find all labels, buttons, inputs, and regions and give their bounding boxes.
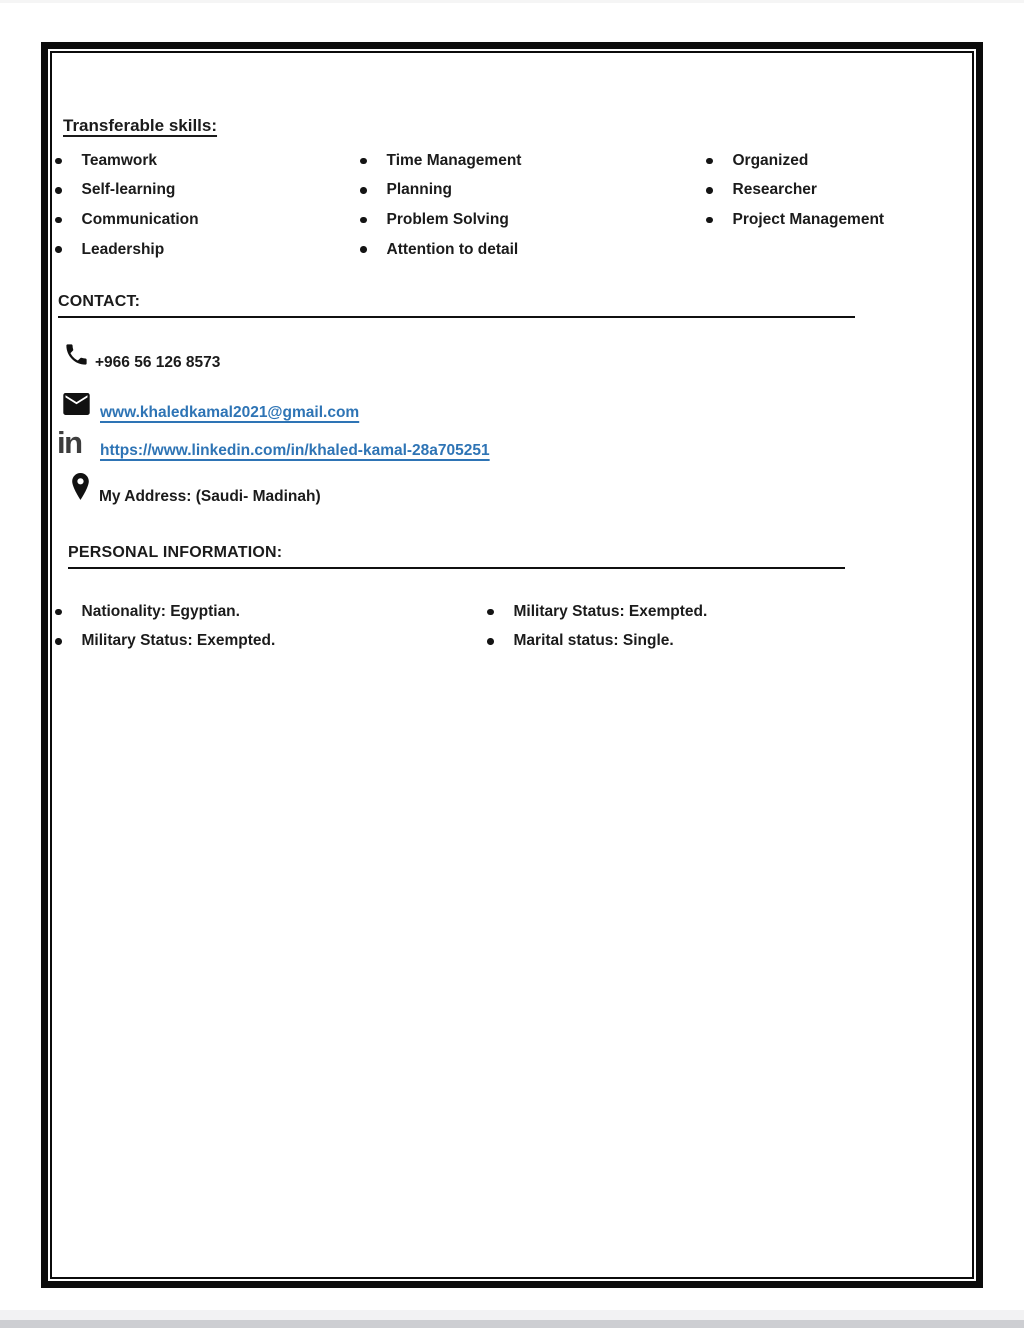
bullet-icon: [360, 158, 367, 165]
skill-item: Project Management: [706, 205, 884, 235]
skills-column-3: [706, 146, 884, 235]
personal-item: Nationality: Egyptian.: [55, 597, 275, 627]
personal-item: Military Status: Exempted.: [487, 597, 707, 627]
personal-section-title: PERSONAL INFORMATION:: [68, 544, 845, 569]
address-text: My Address: (Saudi- Madinah): [99, 488, 321, 505]
skill-item: Leadership: [55, 235, 199, 265]
linkedin-icon: in: [57, 425, 82, 460]
bullet-icon: [360, 246, 367, 253]
bullet-icon: [360, 217, 367, 224]
screenshot-bottom-light-strip: [0, 1310, 1024, 1320]
skill-item: Problem Solving: [360, 205, 521, 235]
bullet-icon: [487, 609, 494, 616]
skill-item: Attention to detail: [360, 235, 521, 265]
screenshot-top-edge: [0, 0, 1024, 3]
skill-item: Communication: [55, 205, 199, 235]
bullet-icon: [55, 609, 62, 616]
bullet-icon: [55, 638, 62, 645]
skills-section-title: Transferable skills:: [63, 116, 218, 135]
skill-item: Planning: [360, 176, 521, 206]
contact-section-title: CONTACT:: [58, 293, 855, 318]
linkedin-link[interactable]: https://www.linkedin.com/in/khaled-kamal-28a705251: [100, 442, 490, 459]
skills-column-2: [360, 146, 521, 264]
bullet-icon: [706, 158, 713, 165]
screenshot-bottom-gray-strip: [0, 1320, 1024, 1328]
bullet-icon: [706, 187, 713, 194]
phone-number: +966 56 126 8573: [95, 354, 221, 371]
bullet-icon: [360, 187, 367, 194]
personal-item: Military Status: Exempted.: [55, 627, 275, 657]
phone-icon: [63, 341, 90, 368]
envelope-icon: [63, 393, 90, 415]
bullet-icon: [55, 217, 62, 224]
skills-column-1: [55, 146, 199, 264]
personal-column-1: [55, 597, 275, 656]
bullet-icon: [487, 638, 494, 645]
skill-item: Researcher: [706, 176, 884, 206]
bullet-icon: [55, 158, 62, 165]
bullet-icon: [706, 217, 713, 224]
skill-item: Self-learning: [55, 176, 199, 206]
skill-item: Organized: [706, 146, 884, 176]
personal-column-2: [487, 597, 707, 656]
skill-item: Time Management: [360, 146, 521, 176]
bullet-icon: [55, 187, 62, 194]
bullet-icon: [55, 246, 62, 253]
location-pin-icon: [68, 473, 93, 500]
skill-item: Teamwork: [55, 146, 199, 176]
personal-item: Marital status: Single.: [487, 627, 707, 657]
email-link[interactable]: www.khaledkamal2021@gmail.com: [100, 404, 360, 421]
